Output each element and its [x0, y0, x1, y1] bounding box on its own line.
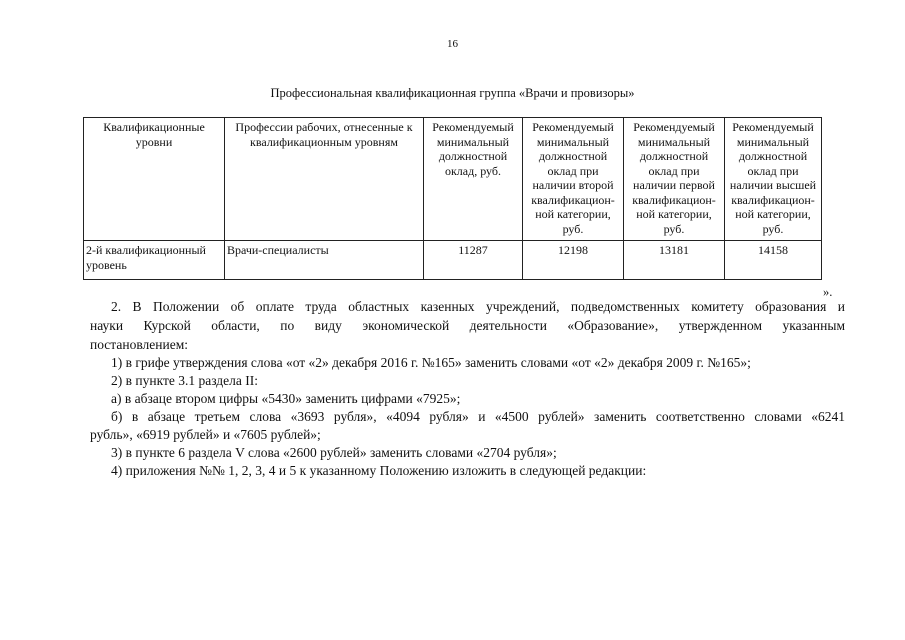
item-2a: а) в абзаце втором цифры «5430» заменить цифрами «7925»; [111, 391, 461, 406]
header-salary-highest-category: Рекомендуемый минимальный должностной оклад при наличии высшей квалификацион-ной категории, руб. [725, 118, 822, 241]
item-2b-line-1: б) в абзаце третьем слова «3693 рубля», «4094 рубля» и «4500 рублей» заменить соответственно словами «6241 [111, 409, 845, 424]
cell-salary-first-category: 13181 [624, 241, 725, 280]
cell-min-salary: 11287 [424, 241, 523, 280]
table-header-row [84, 118, 822, 241]
table-row [84, 241, 822, 280]
cell-salary-highest-category: 14158 [725, 241, 822, 280]
paragraph-2-line-1: 2. В Положении об оплате труда областных казенных учреждений, подведомственных комитету образования и [111, 299, 845, 314]
header-professions: Профессии рабочих, отнесенные к квалификационным уровням [225, 118, 424, 241]
cell-salary-second-category: 12198 [523, 241, 624, 280]
page-number: 16 [447, 38, 458, 50]
item-2b-line-2: рубль», «6919 рублей» и «7605 рублей»; [90, 427, 321, 442]
paragraph-2-line-3: постановлением: [90, 337, 188, 352]
item-2: 2) в пункте 3.1 раздела II: [111, 373, 259, 388]
qualification-table [83, 117, 822, 280]
paragraph-2-line-2: науки Курской области, по виду экономической деятельности «Образование», утвержденном указанным [90, 318, 845, 333]
header-qualification-levels: Квалификационные уровни [84, 118, 225, 241]
item-4: 4) приложения №№ 1, 2, 3, 4 и 5 к указанному Положению изложить в следующей редакции: [111, 463, 647, 478]
header-salary-second-category: Рекомендуемый минимальный должностной оклад при наличии второй квалификацион-ной категории, руб. [523, 118, 624, 241]
group-title: Профессиональная квалификационная группа «Врачи и провизоры» [270, 86, 635, 100]
closing-quote: ». [823, 285, 833, 299]
cell-profession: Врачи-специалисты [225, 241, 424, 280]
item-3: 3) в пункте 6 раздела V слова «2600 рублей» заменить словами «2704 рубля»; [111, 445, 557, 460]
cell-qualification-level: 2-й квалификационный уровень [84, 241, 225, 280]
header-min-salary: Рекомендуемый минимальный должностной оклад, руб. [424, 118, 523, 241]
item-1: 1) в грифе утверждения слова «от «2» декабря 2016 г. №165» заменить словами «от «2» декабря 2009 г. №165»; [111, 355, 751, 370]
header-salary-first-category: Рекомендуемый минимальный должностной оклад при наличии первой квалификацион-ной категории, руб. [624, 118, 725, 241]
